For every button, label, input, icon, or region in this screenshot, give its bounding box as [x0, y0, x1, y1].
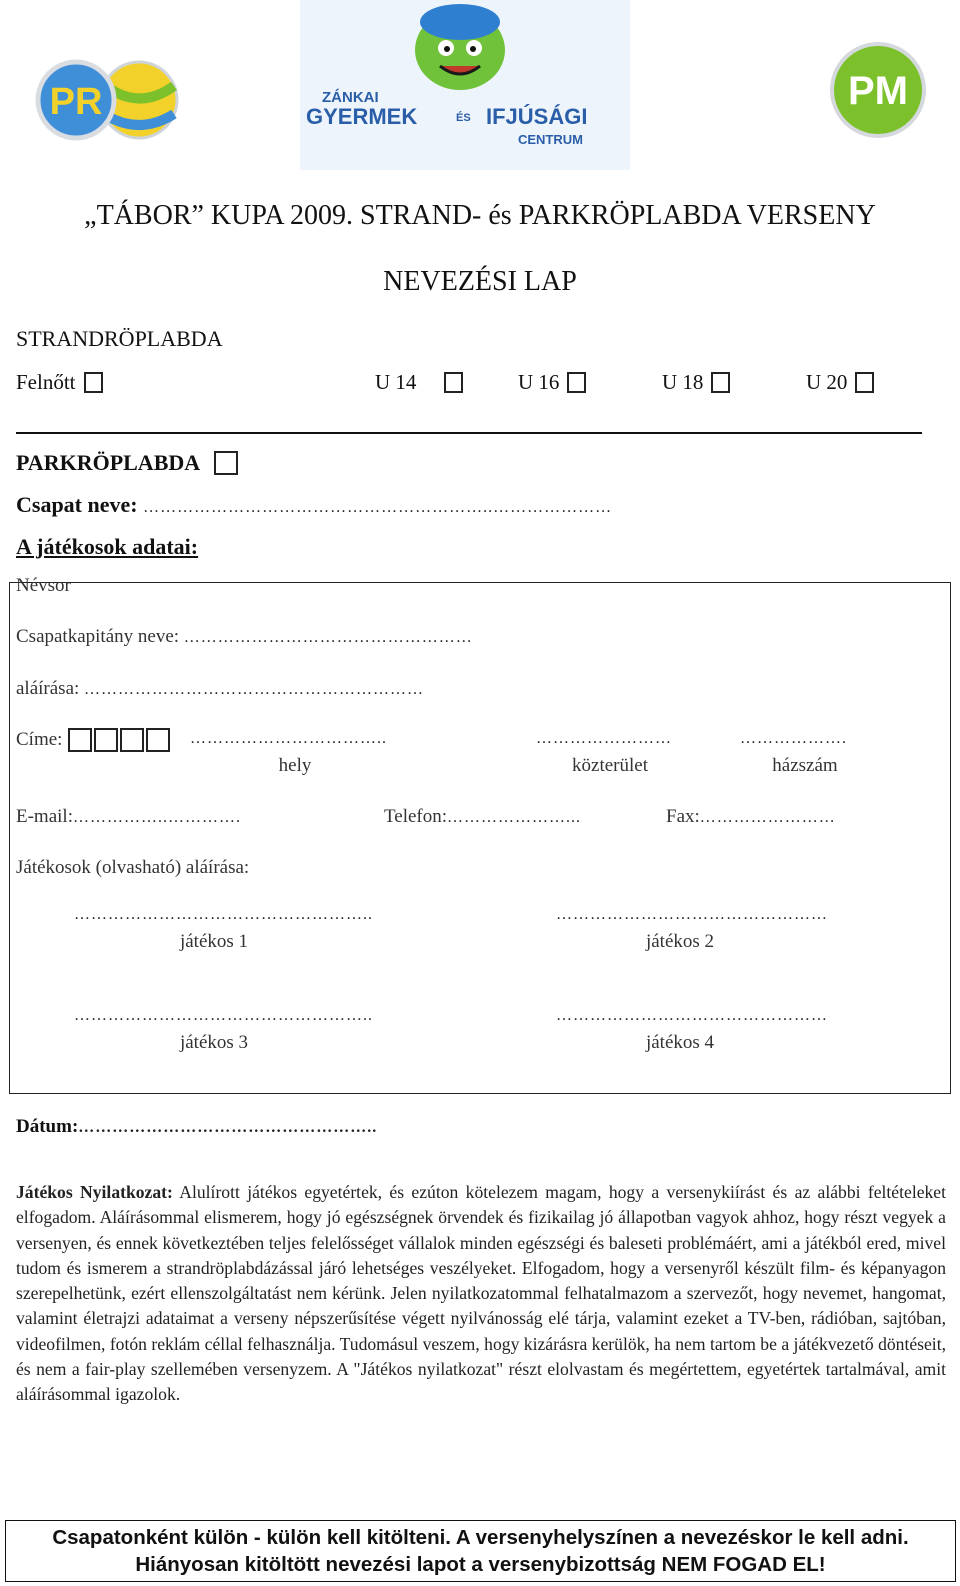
park-heading: PARKRÖPLABDA: [16, 450, 201, 475]
category-u20: [806, 370, 874, 395]
signature-label: aláírása:: [16, 678, 80, 699]
fax-row: [666, 806, 836, 828]
place-field[interactable]: ……………………………..: [190, 730, 387, 747]
category-label: U 20: [806, 370, 848, 394]
captain-field[interactable]: ……………………………………………: [183, 629, 473, 646]
email-label: E-mail:: [16, 806, 73, 827]
checkbox[interactable]: [567, 372, 586, 393]
phone-field[interactable]: …………………...: [447, 809, 582, 826]
category-label: Felnőtt: [16, 370, 76, 394]
address-label: Címe:: [16, 729, 63, 750]
svg-text:ZÁNKAI: ZÁNKAI: [322, 89, 379, 106]
email-field[interactable]: ……………..………….: [72, 809, 241, 826]
svg-text:IFJÚSÁGI: IFJÚSÁGI: [486, 104, 588, 129]
checkbox[interactable]: [84, 372, 103, 393]
player2-caption: játékos 2: [645, 931, 715, 952]
category-label: U 14: [375, 370, 417, 394]
player2-field[interactable]: …………………………………………: [556, 906, 828, 923]
player1-field[interactable]: ……………………………………………..: [74, 906, 373, 923]
phone-label: Telefon:: [384, 806, 448, 827]
checkbox[interactable]: [711, 372, 730, 393]
player3-caption: játékos 3: [179, 1032, 249, 1053]
category-u16: [518, 370, 586, 395]
date-row: [16, 1116, 377, 1138]
street-caption: közterület: [572, 755, 648, 776]
footer-line-2: Hiányosan kitöltött nevezési lapot a versenybizottság NEM FOGAD EL!: [135, 1553, 826, 1576]
fax-field[interactable]: ……………………: [699, 809, 836, 826]
team-name-row: [16, 492, 612, 518]
date-field[interactable]: ……………………………………………..: [78, 1119, 378, 1136]
postcode-digit-box[interactable]: [94, 728, 118, 752]
house-caption: házszám: [772, 755, 838, 776]
pm-logo: [828, 40, 928, 140]
email-row: [16, 806, 241, 828]
category-u18: [662, 370, 730, 395]
players-heading: A játékosok adatai:: [16, 534, 199, 559]
pr-logo: [34, 56, 184, 146]
street-field[interactable]: ……………………: [536, 730, 672, 747]
footer-line-1: Csapatonként külön - külön kell kitölteni. A versenyhelyszínen a nevezéskor le kell adni.: [52, 1526, 909, 1549]
svg-text:GYERMEK: GYERMEK: [306, 104, 418, 129]
postcode-digit-box[interactable]: [146, 728, 170, 752]
zanka-logo: [300, 0, 630, 170]
declaration-heading: Játékos Nyilatkozat:: [16, 1182, 173, 1202]
category-label: U 18: [662, 370, 704, 394]
date-label: Dátum:: [16, 1116, 79, 1137]
signature-row: [16, 678, 424, 700]
player1-caption: játékos 1: [179, 931, 249, 952]
player-declaration: [16, 1180, 946, 1408]
footer-notice: [5, 1520, 956, 1582]
svg-text:PM: PM: [848, 69, 908, 113]
svg-text:PR: PR: [49, 81, 103, 123]
divider: [16, 432, 922, 434]
fax-label: Fax:: [666, 806, 700, 827]
signature-field[interactable]: ……………………………………………………: [84, 681, 425, 698]
category-felnott: [16, 370, 103, 395]
category-label: U 16: [518, 370, 560, 394]
category-u14: [375, 370, 463, 395]
park-row: [16, 450, 238, 476]
player4-field[interactable]: …………………………………………: [556, 1007, 828, 1024]
checkbox[interactable]: [214, 451, 238, 475]
captain-label: Csapatkapitány neve:: [16, 626, 180, 647]
svg-text:ÉS: ÉS: [456, 112, 471, 124]
address-row: [16, 728, 170, 752]
page-subtitle: NEVEZÉSI LAP: [383, 266, 577, 297]
svg-text:CENTRUM: CENTRUM: [518, 132, 583, 147]
postcode-digit-box[interactable]: [68, 728, 92, 752]
checkbox[interactable]: [444, 372, 463, 393]
players-signature-label: Játékosok (olvasható) aláírása:: [16, 857, 250, 878]
house-field[interactable]: ……………….: [740, 730, 847, 747]
postcode-digit-box[interactable]: [120, 728, 144, 752]
roster-label: Névsor: [16, 575, 71, 596]
player3-field[interactable]: ……………………………………………..: [74, 1007, 373, 1024]
page-title: „TÁBOR” KUPA 2009. STRAND- és PARKRÖPLABDA VERSENY: [84, 200, 876, 231]
player4-caption: játékos 4: [645, 1032, 715, 1053]
captain-row: [16, 626, 473, 648]
team-name-label: Csapat neve:: [16, 492, 138, 517]
checkbox[interactable]: [855, 372, 874, 393]
team-name-field[interactable]: ……………………………………………………..…………………: [143, 499, 613, 516]
phone-row: [384, 806, 581, 828]
place-caption: hely: [278, 755, 312, 776]
strand-heading: STRANDRÖPLABDA: [16, 326, 223, 351]
postcode-boxes: [68, 728, 170, 752]
declaration-text: Alulírott játékos egyetértek, és ezúton kötelezem magam, hogy a versenykiírást és az alábbi feltételeket elfogadom. Aláírásommal elismerem, hogy jó egészségnek örvendek és fizikailag jó állapotban vagyok ahhoz, hogy részt vegyek a versenyen, és ennek következtében teljes felelősséget vállalok minden egészségi és baleseti problémáért, ami a játékból ered, mivel tudom és ismerem a strandröplabdázással járó lehetséges veszélyeket. Elfogadom, hogy a versenyről készült film- és képanyagon szerepelhetünk, ezért ellenszolgáltatást nem kérünk. Jelen nyilatkozatommal felhatalmazom a szervezőt, hogy nevemet, hangomat, valamint életrajzi adataimat a verseny népszerűsítése végett nyilvánosság elé tárja, valamint ezeket a TV-ben, rádióban, sajtóban, videofilmen, fotón reklám céllal felhasználja. Tudomásul veszem, hogy kizárásra kerülök, ha nem tartom be a játékvezető döntéseit, és nem a fair-play szellemében versenyzem. A "Játékos nyilatkozat" részt elolvastam és megértettem, egyetértek tartalmával, amit aláírásommal igazolok.: [16, 1182, 947, 1405]
